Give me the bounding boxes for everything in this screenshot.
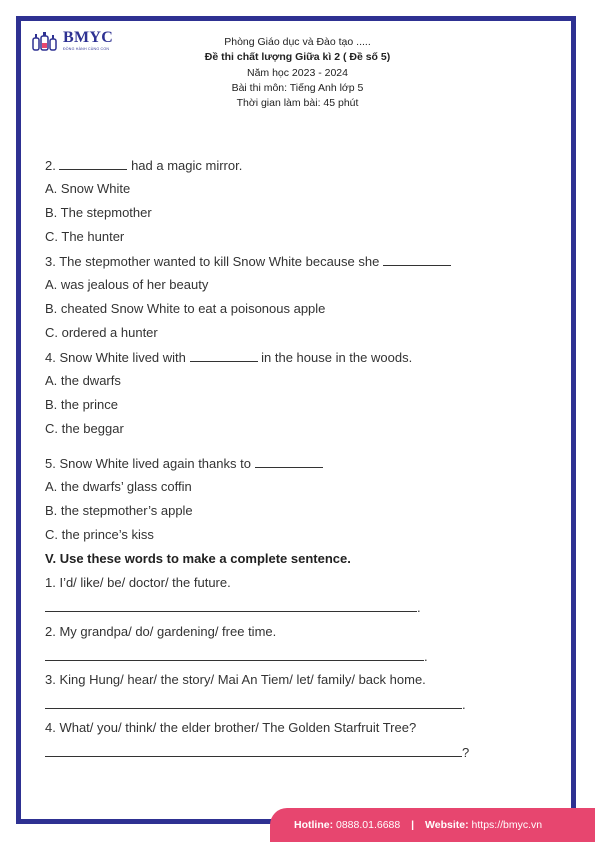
question-5-text-start: 5. Snow White lived again thanks to xyxy=(45,456,255,471)
question-3-option-b: B. cheated Snow White to eat a poisonous apple xyxy=(45,301,326,316)
question-2-text-end: had a magic mirror. xyxy=(127,158,243,173)
footer-separator: | xyxy=(411,819,415,831)
logo-tagline: ĐỒNG HÀNH CÙNG CON xyxy=(63,47,110,51)
sentence-1-answer-line xyxy=(45,600,421,615)
question-3-blank xyxy=(383,253,451,266)
header-department: Phòng Giáo dục và Đào tạo ..... xyxy=(224,36,371,48)
logo-name: BMYC xyxy=(63,29,114,46)
question-5-blank xyxy=(255,455,323,468)
question-2-option-c: C. The hunter xyxy=(45,229,125,244)
section-5-title: V. Use these words to make a complete sentence. xyxy=(45,551,351,566)
question-4-option-c: C. the beggar xyxy=(45,421,124,436)
sentence-4-end-mark: ? xyxy=(462,745,470,760)
question-5 xyxy=(45,455,323,471)
question-4-option-a: A. the dwarfs xyxy=(45,373,121,388)
question-4-blank xyxy=(190,349,258,362)
sentence-1-end-mark: . xyxy=(417,600,421,615)
question-4-text-start: 4. Snow White lived with xyxy=(45,350,190,365)
question-4-text-end: in the house in the woods. xyxy=(257,350,413,365)
hotline-label: Hotline: xyxy=(294,819,334,831)
question-2-text-start: 2. xyxy=(45,158,60,173)
question-3-option-a: A. was jealous of her beauty xyxy=(45,277,209,292)
question-3 xyxy=(45,253,451,269)
sentence-2-end-mark: . xyxy=(424,649,428,664)
sentence-4-prompt: 4. What/ you/ think/ the elder brother/ The Golden Starfruit Tree? xyxy=(45,720,417,735)
question-2 xyxy=(45,157,242,173)
sentence-3-end-mark: . xyxy=(462,697,466,712)
question-2-option-a: A. Snow White xyxy=(45,181,131,196)
website-label: Website: xyxy=(425,819,469,831)
question-4 xyxy=(45,349,412,365)
question-4-option-b: B. the prince xyxy=(45,397,118,412)
sentence-2-answer-line xyxy=(45,649,428,664)
sentence-4-answer-line xyxy=(45,745,469,760)
website-link[interactable]: https://bmyc.vn xyxy=(471,819,543,831)
header-duration: Thời gian làm bài: 45 phút xyxy=(236,97,359,110)
contact-footer xyxy=(270,808,595,842)
question-3-text-start: 3. The stepmother wanted to kill Snow White because she xyxy=(45,254,383,269)
question-5-option-a: A. the dwarfs’ glass coffin xyxy=(45,479,192,494)
sentence-3-answer-line xyxy=(45,697,466,712)
question-2-option-b: B. The stepmother xyxy=(45,205,152,220)
question-3-option-c: C. ordered a hunter xyxy=(45,325,158,340)
question-5-option-b: B. the stepmother’s apple xyxy=(45,503,193,518)
sentence-2-prompt: 2. My grandpa/ do/ gardening/ free time. xyxy=(45,624,277,639)
exam-header xyxy=(0,35,595,111)
question-5-option-c: C. the prince’s kiss xyxy=(45,527,154,542)
header-exam-title: Đề thi chất lượng Giữa kì 2 ( Đề số 5) xyxy=(204,51,391,64)
sentence-1-prompt: 1. I’d/ like/ be/ doctor/ the future. xyxy=(45,575,231,590)
header-subject: Bài thi môn: Tiếng Anh lớp 5 xyxy=(231,81,364,94)
sentence-3-prompt: 3. King Hung/ hear/ the story/ Mai An Tiem/ let/ family/ back home. xyxy=(45,672,426,687)
question-2-blank xyxy=(59,157,127,170)
header-school-year: Năm học 2023 - 2024 xyxy=(247,66,348,79)
hotline-number[interactable]: 0888.01.6688 xyxy=(336,819,401,831)
